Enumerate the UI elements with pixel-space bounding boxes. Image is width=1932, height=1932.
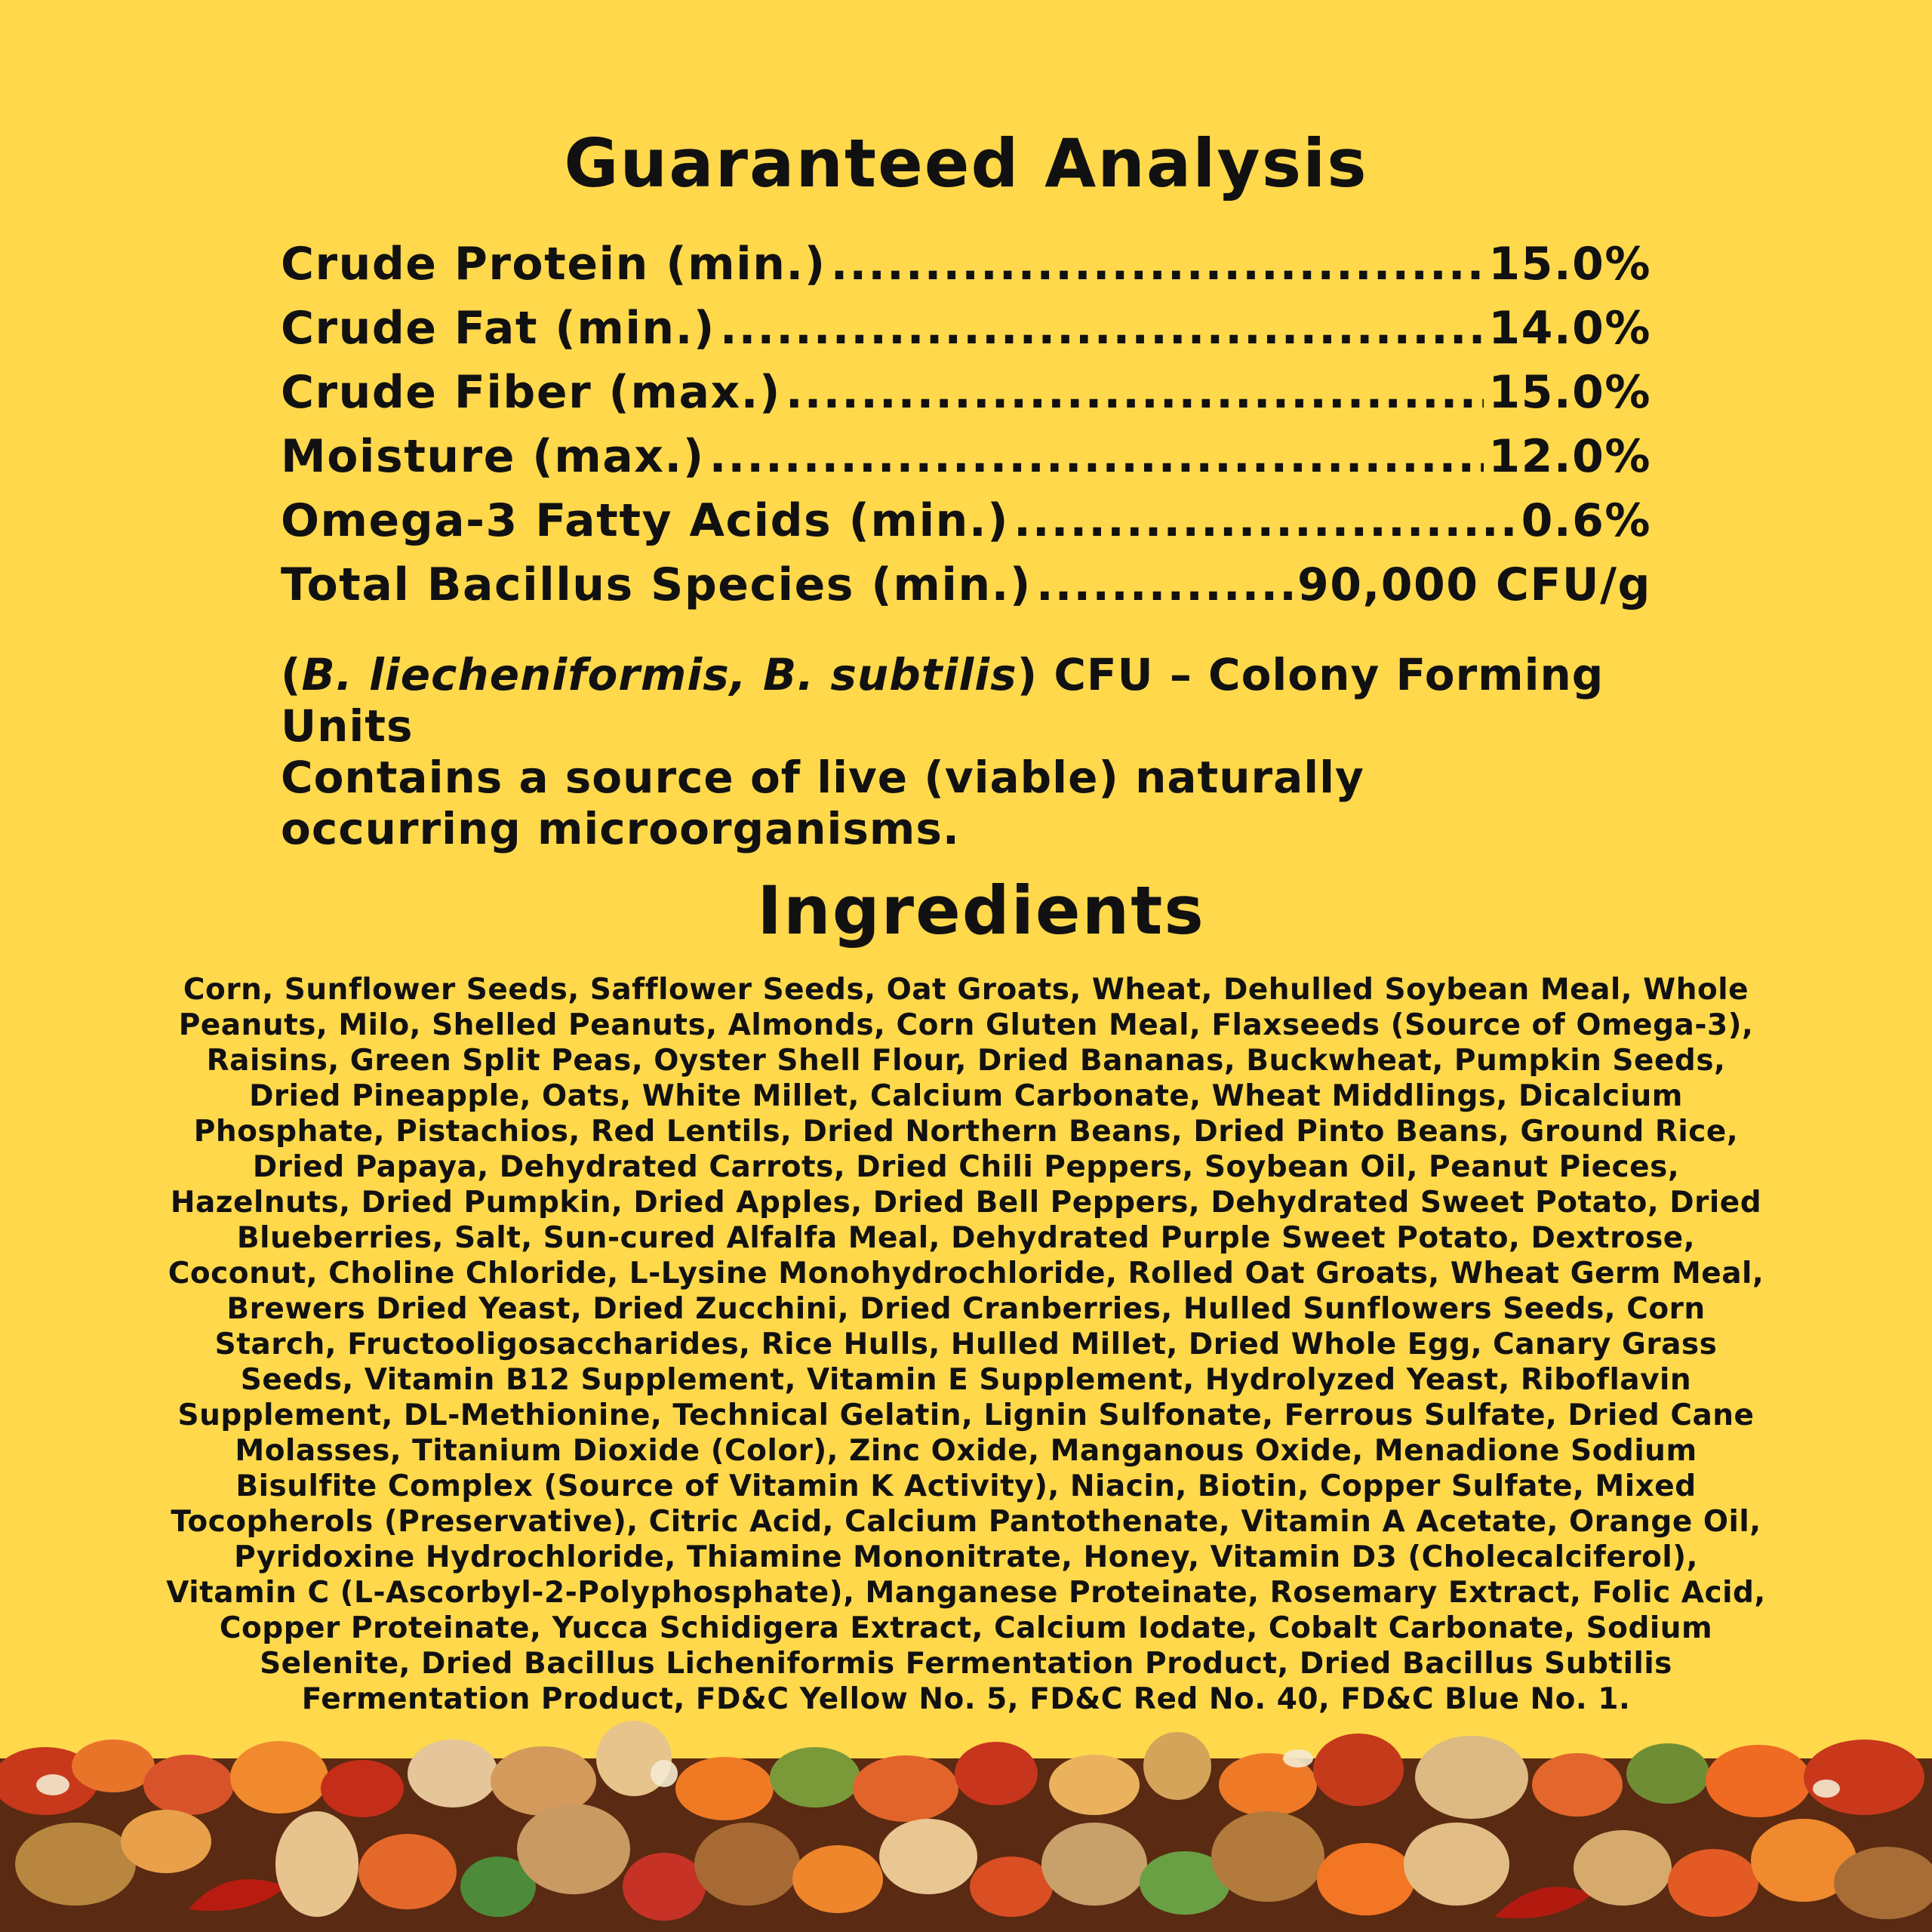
analysis-row-crude-fat <box>281 302 1651 366</box>
analysis-value: 14.0% <box>1488 302 1651 355</box>
analysis-row-crude-fiber <box>281 366 1651 430</box>
paren-open: ( <box>281 649 302 700</box>
dot-leader <box>831 238 1484 291</box>
footnote-line-3: occurring microorganisms. <box>281 803 960 854</box>
analysis-row-omega-3 <box>281 494 1651 558</box>
dot-leader <box>786 366 1484 419</box>
dot-leader <box>1036 558 1293 611</box>
guaranteed-analysis-title: Guaranteed Analysis <box>564 125 1368 202</box>
analysis-row-moisture <box>281 430 1651 494</box>
cfu-definition: CFU – Colony Forming Units <box>281 649 1604 752</box>
dot-leader <box>1014 494 1517 547</box>
guaranteed-analysis-table <box>281 238 1651 623</box>
paren-close: ) <box>1017 649 1038 700</box>
analysis-label: Total Bacillus Species (min.) <box>281 558 1032 611</box>
analysis-value: 0.6% <box>1521 494 1651 547</box>
dot-leader <box>709 430 1484 483</box>
footnote-line-1 <box>281 649 1662 752</box>
dot-leader <box>720 302 1484 355</box>
analysis-label: Crude Protein (min.) <box>281 238 826 291</box>
analysis-label: Crude Fat (min.) <box>281 302 715 355</box>
analysis-footnote <box>281 649 1662 854</box>
ingredients-list: Corn, Sunflower Seeds, Safflower Seeds, Oat Groats, Wheat, Dehulled Soybean Meal, Whole Peanuts, Milo, Shelled Peanuts, Almonds, Corn Gluten Meal, Flaxseeds (Source of Omega-3), Raisins, Green Split Peas, Oyster Shell Flour, Dried Bananas, Buckwheat, Pumpkin Seeds, Dried Pineapple, Oats, White Millet, Calcium Carbonate, Wheat Middlings, Dicalcium Phosphate, Pistachios, Red Lentils, Dried Northern Beans, Dried Pinto Beans, Ground Rice, Dried Papaya, Dehydrated Carrots, Dried Chili Peppers, Soybean Oil, Peanut Pieces, Hazelnuts, Dried Pumpkin, Dried Apples, Dried Bell Peppers, Dehydrated Sweet Potato, Dried Blueberries, Salt, Sun-cured Alfalfa Meal, Dehydrated Purple Sweet Potato, Dextrose, Coconut, Choline Chloride, L-Lysine Monohydrochloride, Rolled Oat Groats, Wheat Germ Meal, Brewers Dried Yeast, Dried Zucchini, Dried Cranberries, Hulled Sunflowers Seeds, Corn Starch, Fructooligosaccharides, Rice Hulls, Hulled Millet, Dried Whole Egg, Canary Grass Seeds, Vitamin B12 Supplement, Vitamin E Supplement, Hydrolyzed Yeast, Riboflavin Supplement, DL-Methionine, Technical Gelatin, Lignin Sulfonate, Ferrous Sulfate, Dried Cane Molasses, Titanium Dioxide (Color), Zinc Oxide, Manganous Oxide, Menadione Sodium Bisulfite Complex (Source of Vitamin K Activity), Niacin, Biotin, Copper Sulfate, Mixed Tocopherols (Preservative), Citric Acid, Calcium Pantothenate, Vitamin A Acetate, Orange Oil, Pyridoxine Hydrochloride, Thiamine Mononitrate, Honey, Vitamin D3 (Cholecalciferol), Vitamin C (L-Ascorbyl-2-Polyphosphate), Manganese Proteinate, Rosemary Extract, Folic Acid, Copper Proteinate, Yucca Schidigera Extract, Calcium Iodate, Cobalt Carbonate, Sodium Selenite, Dried Bacillus Licheniformis Fermentation Product, Dried Bacillus Subtilis Fermentation Product, FD&C Yellow No. 5, FD&C Red No. 40, FD&C Blue No. 1. <box>166 973 1766 1716</box>
analysis-row-crude-protein <box>281 238 1651 302</box>
seed-fruit-nut-mix-image <box>0 1713 1932 1932</box>
analysis-row-bacillus <box>281 558 1651 623</box>
footnote-line-2: Contains a source of live (viable) naturally <box>281 752 1364 803</box>
ingredients-title: Ingredients <box>757 872 1205 949</box>
analysis-value: 12.0% <box>1488 430 1651 483</box>
analysis-label: Crude Fiber (max.) <box>281 366 781 419</box>
analysis-value: 15.0% <box>1488 238 1651 291</box>
analysis-label: Moisture (max.) <box>281 430 705 483</box>
analysis-label: Omega-3 Fatty Acids (min.) <box>281 494 1010 547</box>
analysis-value: 90,000 CFU/g <box>1297 558 1651 611</box>
analysis-value: 15.0% <box>1488 366 1651 419</box>
bacillus-species: B. liecheniformis, B. subtilis <box>301 649 1017 700</box>
